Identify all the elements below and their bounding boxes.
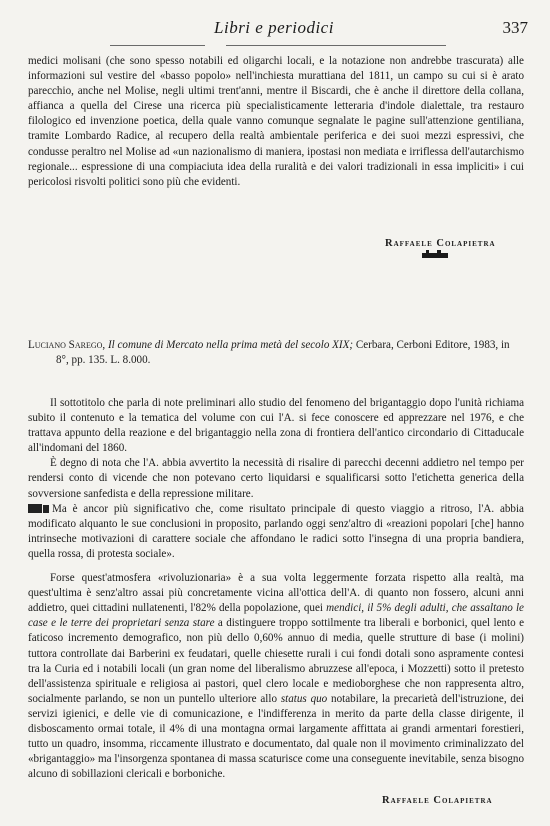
body-paragraph-4-part-c: notabilare, la precarietà dell'istruzione, dei servizi igienici, e delle vie di comunicazione, e l'indifferenza in merito da parte della classe dirigente, il disboscamento ormai totale, il 4% di una montagna ormai largamente affittata ai grandi armentari forestieri, tutto un quadro, insomma, riccamente illustrato e documentato, dal quale non il movimento criminalizzato del «brigantaggio» ma l'insorgenza spontanea di massa scaturisce come una conseguente inevitabile, senza bisogno alcuno di sobillazioni clericali e borboniche.	[28, 692, 524, 781]
header-rule-left	[110, 45, 205, 46]
continuation-text: medici molisani (che sono spesso notabili ed oligarchi locali, e la notazione non andrebbe trascurata) alle informazioni sul vestire del «basso popolo» nell'inchiesta murattiana del 1811, un campo su cui si è arato parecchio, anche nel Molise, negli ultimi trent'anni, mentre il Biscardi, che è anche il direttore della collana, affianca a quella del Cirese una ricerca più specialisticamente letteraria d'indole dialettale, tra restauro filologico ed invenzione poetica, della quale vanno comunque segnalate le pagine sull'attenzione gentiliana, tramite Lombardo Radice, al recupero della realtà ambientale periferica e dei suoi mezzi espressivi, che condusse peraltro nel Molise ad «un nazionalismo di maniera, ipostasi non mediata e irriflessa dell'autarchismo regionale... espressione di una compiaciuta idea della ruralità e dei valori tradizionali in essa impliciti» i cui pericolosi risvolti politici sono più che evidenti.	[28, 55, 524, 188]
running-title: Libri e periodici	[214, 18, 334, 37]
ink-blot-small	[43, 505, 49, 513]
signature-1: Raffaele Colapietra	[385, 238, 496, 249]
body-paragraph-4-part-b: a distinguere troppo sottilmente tra liberali e borbonici, quel lento e faticoso incremento demografico, non più dello 0,60% annuo di media, quelle strutture di base (i molini) tuttora controllate dai Barberini ex feudatari, quelle chiesette rurali i cui fondi dotali sono aspramente contesi tra la Curia ed i notabili locali (un gran nome del liberalismo abruzzese all'epoca, i Mozzetti) sotto il pretesto dell'assistenza spirituale e religiosa ai pastori, quel clero locale e medioborghese che non rappresenta altro, socialmente parlando, se non un puntello ulteriore allo	[28, 617, 524, 705]
header-rule-right	[226, 45, 446, 46]
continuation-paragraph	[28, 54, 524, 190]
signature-2: Raffaele Colapietra	[382, 795, 493, 806]
review-title: Il comune di Mercato nella prima metà del secolo XIX;	[107, 339, 354, 352]
page-number: 337	[502, 18, 528, 37]
body-paragraph-4-italic-b: status quo	[280, 692, 328, 705]
ink-blot	[28, 504, 42, 513]
body-paragraph-2: È degno di nota che l'A. abbia avvertito la necessità di risalire di parecchi decenni addietro nel tempo per rendersi conto di vicende che non potevano certo liquidarsi e squalificarsi sotto l'etichetta generica della sovversione sanfedista e della repressione militare.	[28, 457, 524, 500]
page-header	[20, 18, 528, 42]
review-citation	[28, 327, 524, 379]
review-author: Luciano Sarego,	[28, 339, 106, 352]
body-paragraph-3	[28, 502, 524, 562]
body-paragraph-4-part-a: Forse quest'atmosfera «rivoluzionaria» è a sua volta leggermente forzata rispetto alla realtà, ma quest'ultima è senz'altro assai più concretamente vicina all'ottica dell'A. di quanto non fossero, alcuni anni addietro, quei cittadini nullatenenti, l'82% della popolazione, quei	[28, 572, 524, 615]
body-paragraph-1: Il sottotitolo che parla di note preliminari allo studio del fenomeno del brigantaggio dopo l'unità richiama subito il contenuto e la tematica del volume con cui l'A. si fece conoscere ed apprezzare nel 1976, e che trattava appunto della reazione e del brigantaggio nella zona di frontiera dell'antico circondario di Cittaducale all'indomani del 1860.	[28, 397, 524, 455]
body-paragraph-3-text: Ma è ancor più significativo che, come risultato principale di questo viaggio a ritroso, l'A. abbia modificato alquanto le sue conclusioni in proposito, parlando oggi senz'altro di «reazioni popolari [che] hanno intrinseche motivazioni di carattere sociale che affondano le radici sotto l'insegna di una propria bandiera, quella rossa, di protesta sociale».	[28, 502, 524, 560]
review-body	[28, 396, 524, 782]
ink-mark	[422, 250, 448, 259]
review-publication: Cerbara, Cerboni Editore, 1983, in 8°, pp. 135. L. 8.000.	[56, 339, 510, 367]
body-paragraph-4	[28, 571, 524, 782]
body-paragraph-4-italic-a: mendici, il 5% degli adulti, che assaltano le case e le terre dei proprietari senza stare	[28, 602, 524, 630]
